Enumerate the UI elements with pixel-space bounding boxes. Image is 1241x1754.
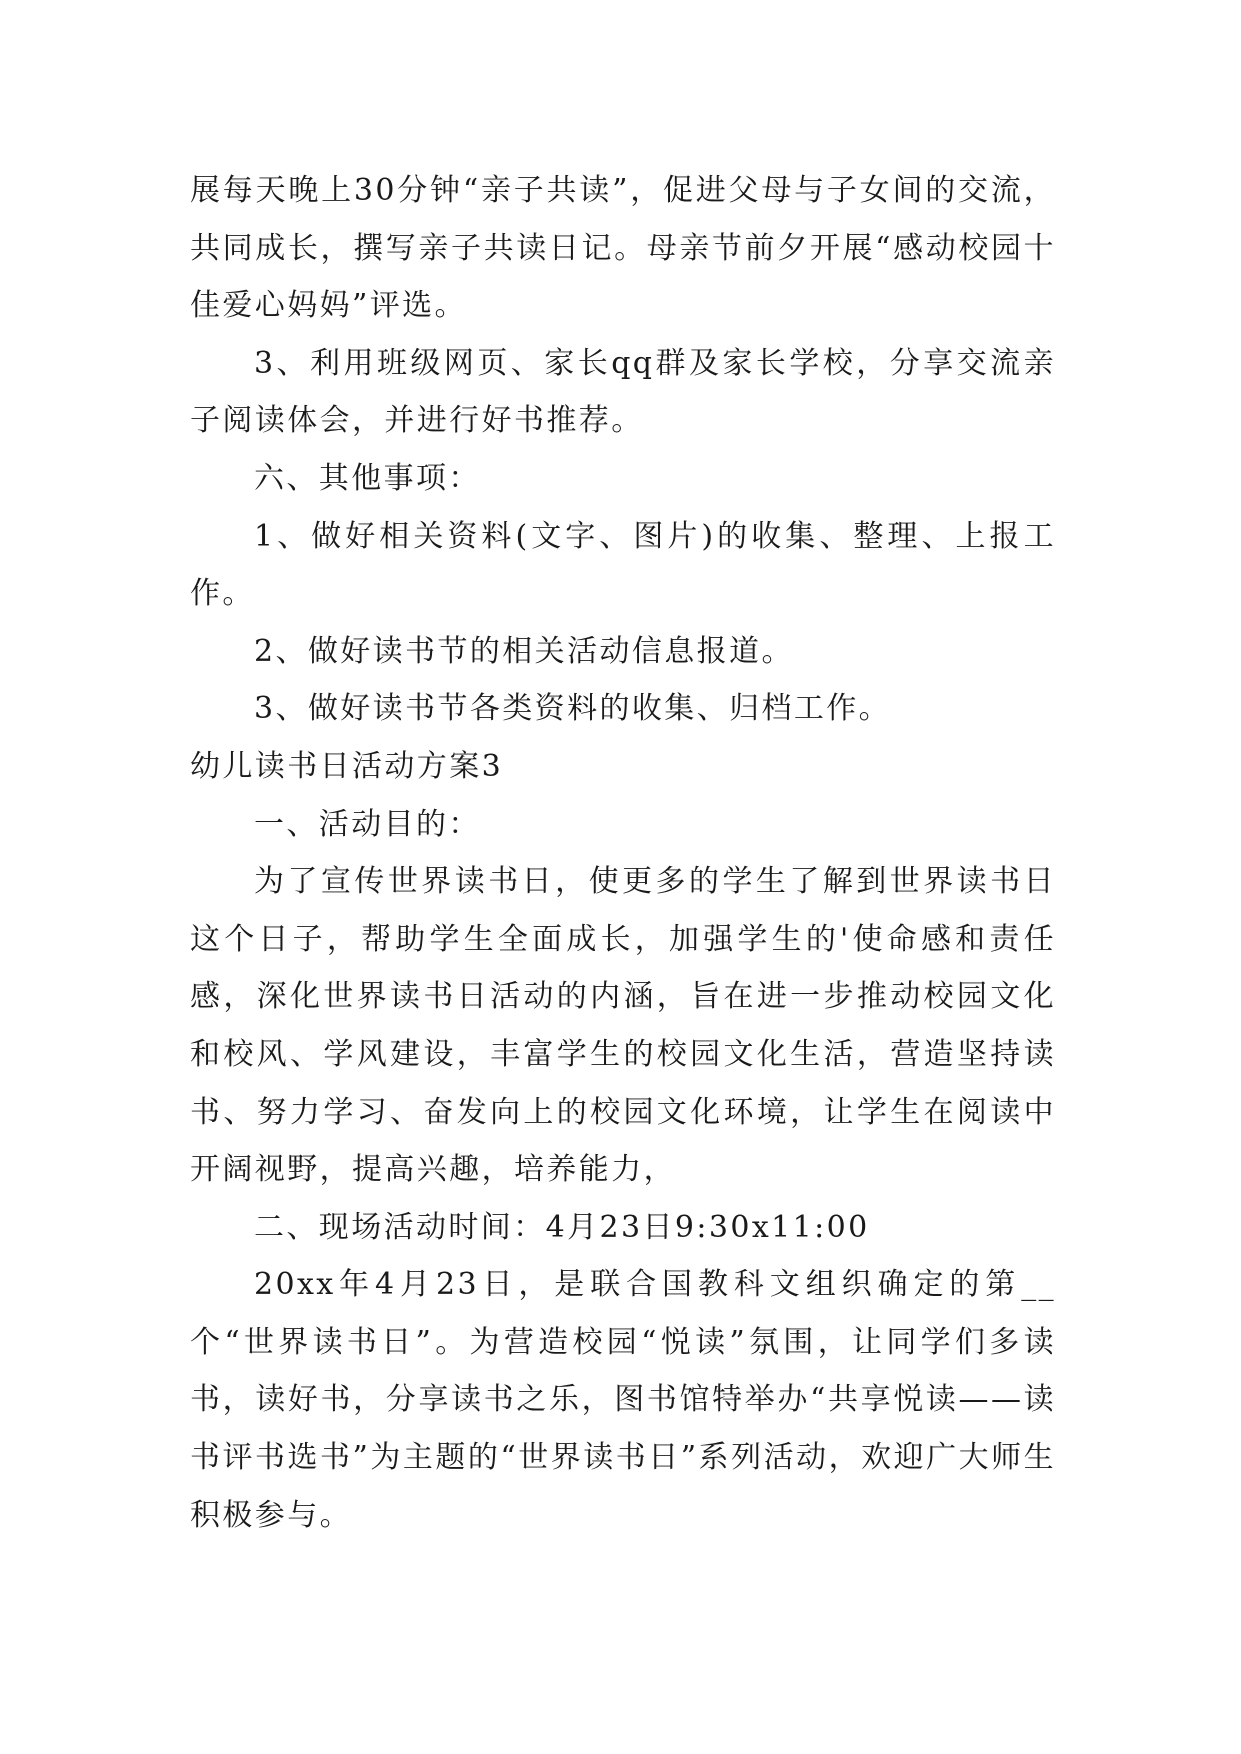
paragraph-item-materials: 1、做好相关资料(文字、图片)的收集、整理、上报工作。 (190, 518, 1056, 612)
paragraph-parent-child-reading: 展每天晚上30分钟“亲子共读”，促进父母与子女间的交流，共同成长，撰写亲子共读日记。母亲节前夕开展“感动校园十佳爱心妈妈”评选。 (190, 173, 1056, 324)
document-body (190, 162, 1056, 1544)
paragraph-item-archive: 3、做好读书节各类资料的收集、归档工作。 (254, 691, 892, 727)
paragraph-activity-purpose-heading: 一、活动目的： (254, 806, 481, 842)
paragraph-world-book-day: 20xx年4月23日，是联合国教科文组织确定的第__个“世界读书日”。为营造校园“悦读”氛围，让同学们多读书，读好书，分享读书之乐，图书馆特举办“共享悦读——读书评书选书”为主题的“世界读书日”系列活动，欢迎广大师生积极参与。 (190, 1267, 1056, 1533)
paragraph-item-reports: 2、做好读书节的相关活动信息报道。 (254, 633, 794, 669)
paragraph-other-matters: 六、其他事项： (254, 460, 481, 496)
paragraph-activity-purpose: 为了宣传世界读书日，使更多的学生了解到世界读书日这个日子，帮助学生全面成长，加强学生的'使命感和责任感，深化世界读书日活动的内涵，旨在进一步推动校园文化和校风、学风建设，丰富学生的校园文化生活，营造坚持读书、努力学习、奋发向上的校园文化环境，让学生在阅读中开阔视野，提高兴趣，培养能力， (190, 864, 1056, 1188)
paragraph-class-webpage-sharing: 3、利用班级网页、家长qq群及家长学校，分享交流亲子阅读体会，并进行好书推荐。 (190, 345, 1056, 439)
paragraph-activity-time: 二、现场活动时间：4月23日9:30x11:00 (254, 1209, 870, 1245)
section-title: 幼儿读书日活动方案3 (190, 748, 504, 784)
